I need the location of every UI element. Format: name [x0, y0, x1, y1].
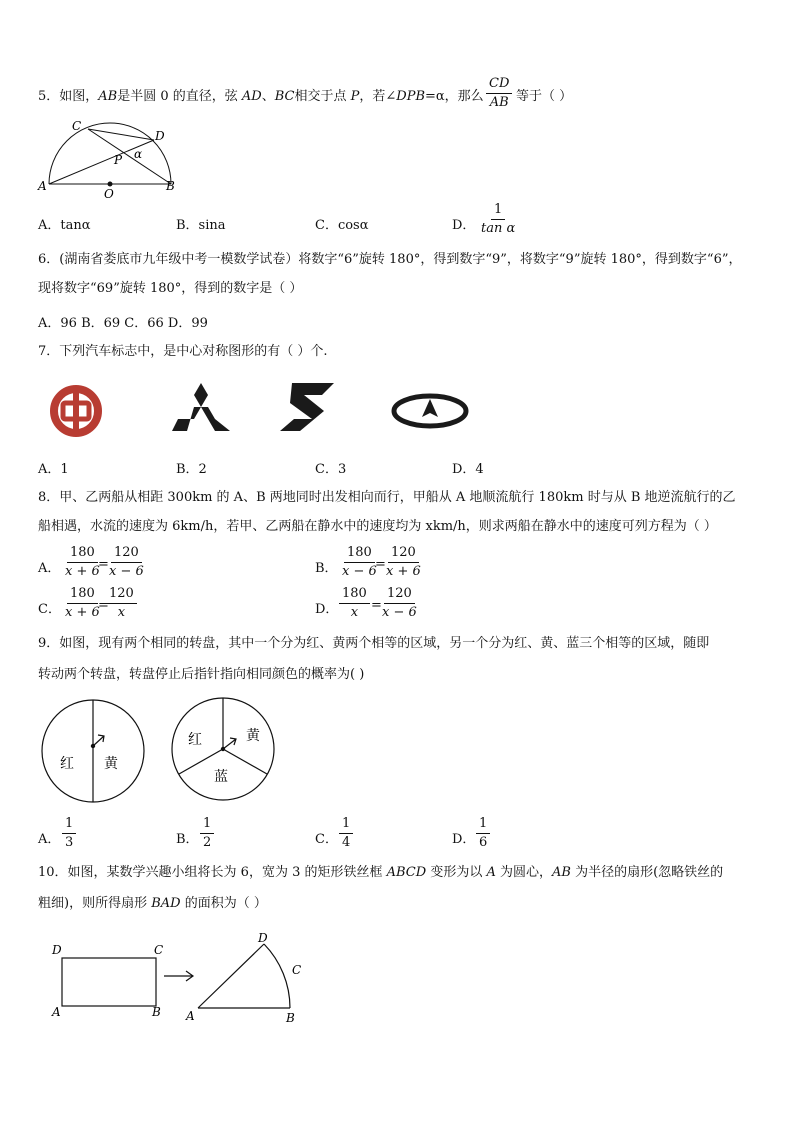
label-b: B [166, 179, 175, 193]
q9-option-a-fraction: $\frac{1}{3}$ [62, 816, 76, 851]
segment-cd [88, 129, 154, 140]
q5-fraction-cd-over-ab: $\frac{CD}{AB}$ [486, 76, 512, 111]
question-6-line-2: 现将数字“69”旋转 180°，得到的数字是（ ） [38, 281, 303, 296]
sector-label-a: A [186, 1009, 195, 1023]
mitsubishi-top-diamond [194, 383, 208, 407]
q5-option-c[interactable]: C．cosα [315, 218, 369, 233]
q8-option-c-fraction-right: $\frac{120}{x}$ [106, 586, 137, 621]
q8-option-a-label[interactable]: A． [38, 561, 61, 576]
q10-rectangle-figure [48, 936, 178, 1020]
q8-option-d-fraction-left: $\frac{180}{x}$ [339, 586, 370, 621]
q8-option-b-equals: = [375, 557, 386, 572]
q9-option-b-label[interactable]: B． [176, 832, 199, 847]
q8-option-b-fraction-right: $\frac{120}{x + 6}$ [386, 545, 421, 579]
question-10-line-1: 10．如图，某数学兴趣小组将长为 6，宽为 3 的矩形铁丝框 ABCD 变形为以 A 为圆心，AB 为半径的扇形(忽略铁丝的 [38, 865, 724, 880]
rectangle-abcd [62, 958, 156, 1006]
q5-option-a[interactable]: A．tanα [38, 218, 91, 233]
rect-label-d: D [52, 943, 62, 957]
question-5-stem: 5．如图，AB是半圆 0 的直径，弦 AD、BC相交于点 P，若∠DPB=α，那么 [38, 89, 484, 104]
semicircle-arc [49, 123, 171, 184]
q8-option-b-fraction-left: $\frac{180}{x - 6}$ [342, 545, 377, 579]
spinner-two-regions [38, 696, 148, 806]
spinner-1-red-label: 红 [60, 756, 74, 772]
q5-stem-end: 等于（ ） [516, 89, 573, 104]
q9-option-c-label[interactable]: C． [315, 832, 338, 847]
label-o: O [104, 187, 114, 201]
question-9-line-2: 转动两个转盘，转盘停止后指针指向相同颜色的概率为( ) [38, 667, 365, 682]
q10-sector-figure [180, 930, 310, 1026]
q5-option-d-fraction: $\frac{1}{\text{tan α}}$ [481, 202, 516, 236]
q6-options[interactable]: A．96 B．69 C．66 D．99 [38, 316, 208, 331]
rect-label-c: C [154, 943, 164, 957]
question-8-line-1: 8．甲、乙两船从相距 300km 的 A、B 两地同时出发相向而行，甲船从 A 地顺流航行 180km 时与从 B 地逆流航行的乙 [38, 490, 736, 505]
q8-option-a-fraction-left: $\frac{180}{x + 6}$ [65, 545, 100, 579]
sector-label-b: B [286, 1011, 295, 1025]
q8-option-d-label[interactable]: D． [315, 602, 339, 617]
q8-option-c-label[interactable]: C． [38, 602, 61, 617]
q8-option-b-label[interactable]: B． [315, 561, 338, 576]
sector-radius-ad [198, 944, 264, 1008]
mitsubishi-right-diamond [201, 407, 230, 431]
q9-option-b-fraction: $\frac{1}{2}$ [200, 816, 214, 851]
label-a: A [38, 179, 47, 193]
q8-option-a-equals: = [98, 557, 109, 572]
mitsubishi-logo [170, 381, 232, 433]
question-7-stem: 7．下列汽车标志中，是中心对称图形的有（ ）个. [38, 344, 328, 359]
spinner-2-blue-label: 蓝 [214, 769, 228, 785]
mitsubishi-left-diamond [172, 407, 201, 431]
q5-option-b[interactable]: B．sina [176, 218, 226, 233]
suzuki-s-shape [280, 383, 334, 431]
q8-option-d-fraction-right: $\frac{120}{x - 6}$ [382, 586, 417, 620]
q5-semicircle-figure [34, 116, 184, 202]
rect-label-a: A [52, 1005, 61, 1019]
label-p: P [114, 153, 123, 167]
q5-option-d[interactable]: D． [452, 218, 476, 233]
q7-option-b[interactable]: B．2 [176, 462, 207, 477]
suzuki-logo [278, 381, 338, 433]
question-6-line-1: 6．(湖南省娄底市九年级中考一模数学试卷）将数字“6”旋转 180°，得到数字“9”，将数字“9”旋转 180°，得到数字“6”， [38, 252, 742, 267]
infiniti-road [422, 399, 438, 417]
q8-option-a-fraction-right: $\frac{120}{x - 6}$ [109, 545, 144, 579]
q9-option-a-label[interactable]: A． [38, 832, 61, 847]
q7-option-c[interactable]: C．3 [315, 462, 347, 477]
spinner-three-regions [170, 696, 280, 806]
q9-option-c-fraction: $\frac{1}{4}$ [339, 816, 353, 851]
sector-label-c: C [292, 963, 302, 977]
q8-option-c-equals: = [98, 598, 109, 613]
rect-label-b: B [152, 1005, 161, 1019]
q7-option-a[interactable]: A．1 [38, 462, 69, 477]
label-alpha: α [134, 147, 143, 161]
label-d: D [155, 129, 165, 143]
sector-arc-bd [264, 944, 290, 1008]
question-10-line-2: 粗细)，则所得扇形 BAD 的面积为（ ） [38, 896, 267, 911]
q7-option-d[interactable]: D．4 [452, 462, 484, 477]
q9-option-d-label[interactable]: D． [452, 832, 476, 847]
q8-option-d-equals: = [371, 598, 382, 613]
sector-label-d: D [258, 931, 268, 945]
spinner-2-yellow-label: 黄 [246, 728, 260, 744]
spinner-2-red-label: 红 [188, 732, 202, 748]
label-c: C [72, 119, 82, 133]
question-8-line-2: 船相遇，水流的速度为 6km/h，若甲、乙两船在静水中的速度均为 xkm/h，则求两船在静水中的速度可列方程为（ ） [38, 519, 717, 534]
question-9-line-1: 9．如图，现有两个相同的转盘，其中一个分为红、黄两个相等的区域，另一个分为红、黄、蓝三个相等的区域，随即 [38, 636, 710, 651]
spinner-1-yellow-label: 黄 [104, 756, 118, 772]
q8-option-c-fraction-left: $\frac{180}{x + 6}$ [65, 586, 100, 620]
infiniti-logo [390, 391, 470, 431]
center-point-o [108, 182, 113, 187]
bank-logo-bar [73, 387, 79, 435]
bank-of-china-logo [44, 383, 108, 439]
q9-option-d-fraction: $\frac{1}{6}$ [476, 816, 490, 851]
